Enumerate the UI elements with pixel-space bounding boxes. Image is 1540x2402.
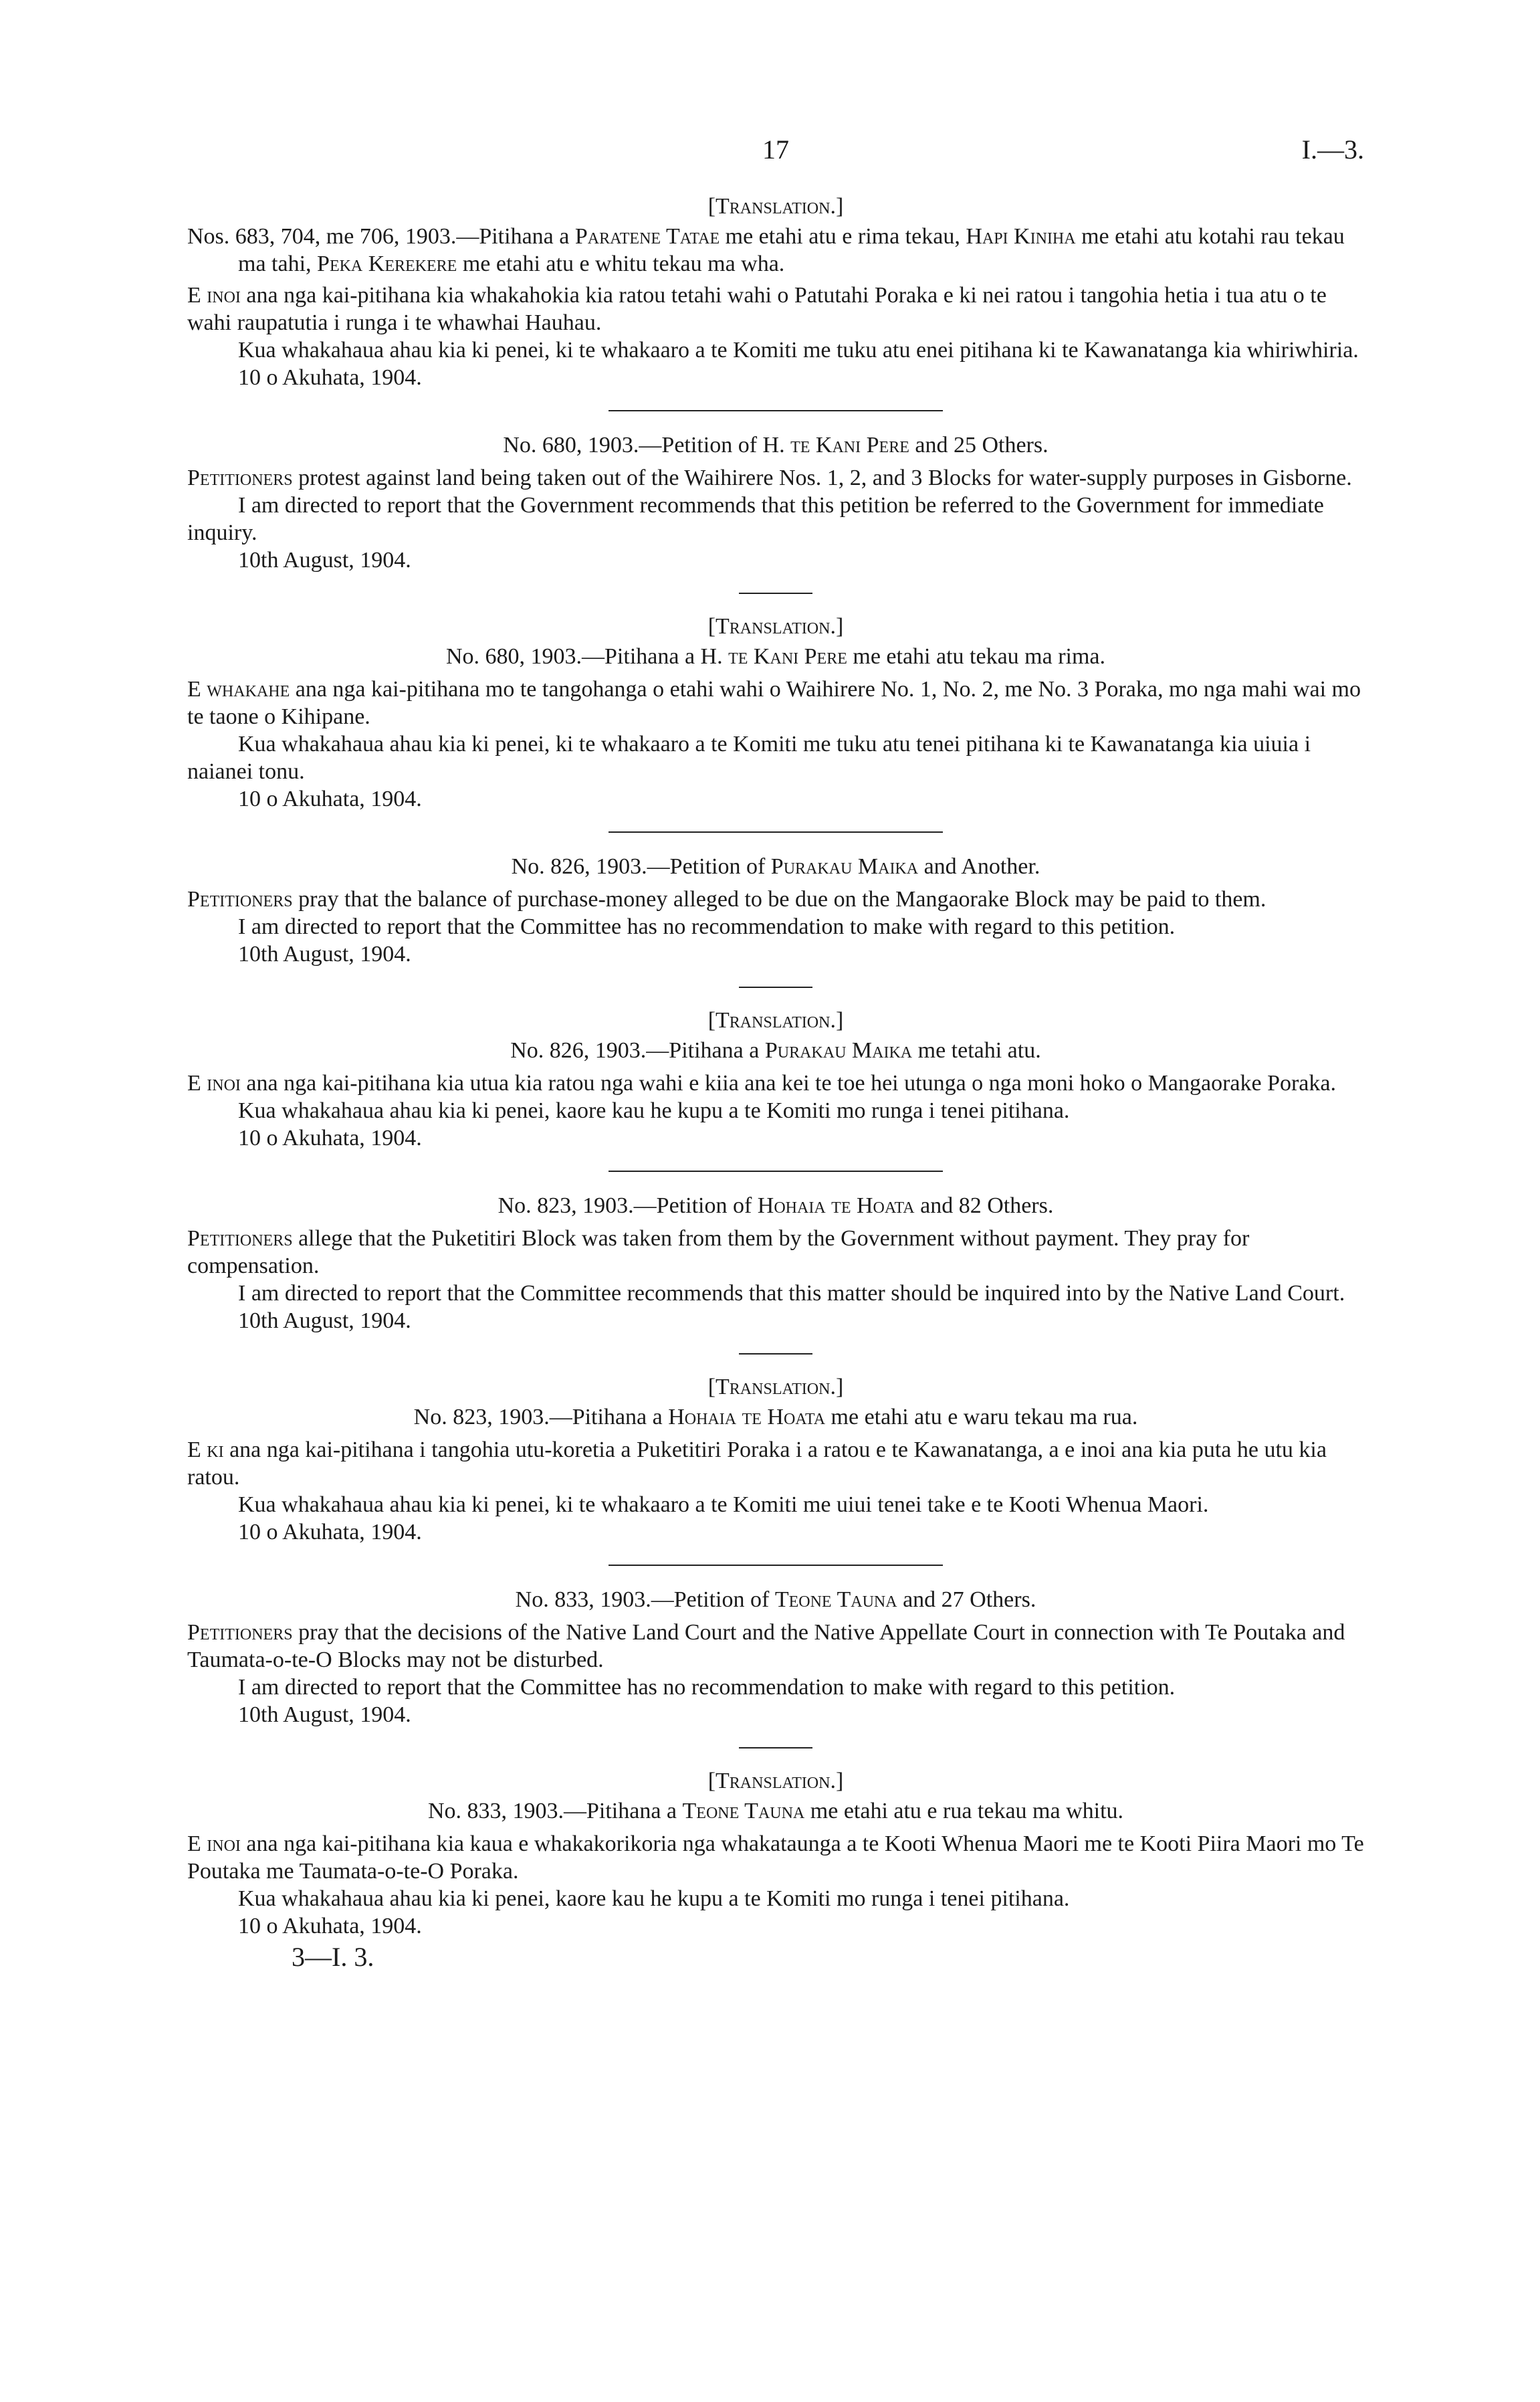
report-date: 10 o Akuhata, 1904. bbox=[238, 787, 422, 811]
petition-summary: E ki ana nga kai-pitihana i tangohia utu-koretia a Puketitiri Poraka i a ratou e te Kawanatanga, a e inoi ana kia puta he utu kia ratou. bbox=[187, 1437, 1327, 1490]
committee-report: I am directed to report that the Committee has no recommendation to make with regard to this petition. bbox=[238, 1675, 1176, 1700]
petition-heading: No. 826, 1903.—Petition of Purakau Maika and Another. bbox=[511, 854, 1040, 879]
committee-report: I am directed to report that the Government recommends that this petition be referred to the Government for immediate inquiry. bbox=[187, 493, 1324, 545]
report-date: 10 o Akuhata, 1904. bbox=[238, 1126, 422, 1150]
committee-report: Kua whakahaua ahau kia ki penei, ki te whakaaro a te Komiti me tuku atu enei pitihana ki te Kawanatanga kia whiriwhiria. bbox=[238, 338, 1359, 363]
report-date: 10th August, 1904. bbox=[238, 1702, 411, 1727]
translation-label: [Translation.] bbox=[707, 1769, 844, 1793]
petition-heading: No. 826, 1903.—Pitihana a Purakau Maika me tetahi atu. bbox=[510, 1038, 1041, 1063]
section-divider bbox=[609, 410, 943, 411]
translation-label: [Translation.] bbox=[707, 1008, 844, 1033]
petition-heading: Nos. 683, 704, me 706, 1903.—Pitihana a Paratene Tatae me etahi atu e rima tekau, Hapi Kiniha me etahi atu kotahi rau tekau ma tahi, Peka Kerekere me etahi atu e whitu tekau ma wha. bbox=[187, 224, 1345, 276]
petition-heading: No. 680, 1903.—Pitihana a H. te Kani Pere me etahi atu tekau ma rima. bbox=[445, 644, 1106, 669]
translation-label: [Translation.] bbox=[707, 614, 844, 639]
committee-report: Kua whakahaua ahau kia ki penei, kaore kau he kupu a te Komiti mo runga i tenei pitihana. bbox=[238, 1886, 1070, 1911]
report-date: 10th August, 1904. bbox=[238, 1308, 411, 1333]
petition-heading: No. 823, 1903.—Petition of Hohaia te Hoata and 82 Others. bbox=[498, 1193, 1054, 1218]
section-divider bbox=[739, 1747, 812, 1748]
committee-report: I am directed to report that the Committee has no recommendation to make with regard to this petition. bbox=[238, 914, 1176, 939]
committee-report: I am directed to report that the Committee recommends that this matter should be inquired into by the Native Land Court. bbox=[238, 1281, 1345, 1306]
petition-heading: No. 680, 1903.—Petition of H. te Kani Pere and 25 Others. bbox=[503, 433, 1049, 458]
committee-report: Kua whakahaua ahau kia ki penei, kaore kau he kupu a te Komiti mo runga i tenei pitihana. bbox=[238, 1098, 1070, 1123]
petition-section bbox=[187, 1192, 1364, 1334]
report-date: 10 o Akuhata, 1904. bbox=[238, 1914, 422, 1938]
petition-summary: E inoi ana nga kai-pitihana kia utua kia ratou nga wahi e kiia ana kei te toe hei utunga o nga moni hoko o Mangaorake Poraka. bbox=[187, 1071, 1336, 1096]
petition-summary: E whakahe ana nga kai-pitihana mo te tangohanga o etahi wahi o Waihirere No. 1, No. 2, me No. 3 Poraka, mo nga mahi wai mo te taone o Kihipane. bbox=[187, 677, 1361, 729]
report-date: 10 o Akuhata, 1904. bbox=[238, 365, 422, 390]
petition-summary: Petitioners pray that the decisions of the Native Land Court and the Native Appellate Court in connection with Te Poutaka and Taumata-o-te-O Blocks may not be disturbed. bbox=[187, 1620, 1345, 1672]
petition-summary: Petitioners protest against land being taken out of the Waihirere Nos. 1, 2, and 3 Blocks for water-supply purposes in Gisborne. bbox=[187, 466, 1352, 490]
page-number: 17 bbox=[762, 134, 789, 165]
petition-heading: No. 833, 1903.—Pitihana a Teone Tauna me etahi atu e rua tekau ma whitu. bbox=[427, 1799, 1124, 1823]
petition-section bbox=[187, 1373, 1364, 1546]
petition-section bbox=[187, 853, 1364, 968]
page-header bbox=[187, 134, 1364, 174]
report-date: 10th August, 1904. bbox=[238, 548, 411, 573]
committee-report: Kua whakahaua ahau kia ki penei, ki te whakaaro a te Komiti me uiui tenei take e te Kooti Whenua Maori. bbox=[238, 1492, 1209, 1517]
section-divider bbox=[609, 831, 943, 833]
section-divider bbox=[609, 1171, 943, 1172]
translation-label: [Translation.] bbox=[707, 1375, 844, 1399]
petition-section bbox=[187, 193, 1364, 391]
report-date: 10 o Akuhata, 1904. bbox=[238, 1520, 422, 1544]
paper-reference: I.—3. bbox=[1301, 134, 1364, 165]
petition-section bbox=[187, 613, 1364, 813]
committee-report: Kua whakahaua ahau kia ki penei, ki te whakaaro a te Komiti me tuku atu tenei pitihana ki te Kawanatanga kia uiuia i naianei tonu. bbox=[187, 732, 1311, 784]
section-divider bbox=[739, 1353, 812, 1355]
section-divider bbox=[739, 987, 812, 988]
petition-summary: Petitioners allege that the Puketitiri Block was taken from them by the Government without payment. They pray for compensation. bbox=[187, 1226, 1250, 1278]
petition-section bbox=[187, 1007, 1364, 1152]
petition-heading: No. 833, 1903.—Petition of Teone Tauna and 27 Others. bbox=[515, 1587, 1036, 1612]
section-divider bbox=[609, 1565, 943, 1566]
petition-section bbox=[187, 1586, 1364, 1728]
petition-list bbox=[187, 193, 1364, 1940]
document-page bbox=[187, 134, 1364, 1973]
petition-summary: Petitioners pray that the balance of purchase-money alleged to be due on the Mangaorake Block may be paid to them. bbox=[187, 887, 1267, 912]
petition-summary: E inoi ana nga kai-pitihana kia whakahokia kia ratou tetahi wahi o Patutahi Poraka e ki nei ratou i tangohia hetia i tua atu o te wahi raupatutia i runga i te whawhai Hauhau. bbox=[187, 283, 1327, 335]
translation-label: [Translation.] bbox=[707, 194, 844, 219]
printer-signature: 3—I. 3. bbox=[292, 1942, 374, 1972]
petition-summary: E inoi ana nga kai-pitihana kia kaua e whakakorikoria nga whakataunga a te Kooti Whenua Maori me te Kooti Piira Maori mo Te Poutaka me Taumata-o-te-O Poraka. bbox=[187, 1831, 1364, 1884]
section-divider bbox=[739, 593, 812, 594]
petition-heading: No. 823, 1903.—Pitihana a Hohaia te Hoata me etahi atu e waru tekau ma rua. bbox=[413, 1405, 1138, 1429]
report-date: 10th August, 1904. bbox=[238, 942, 411, 967]
petition-section bbox=[187, 431, 1364, 574]
petition-section bbox=[187, 1767, 1364, 1940]
